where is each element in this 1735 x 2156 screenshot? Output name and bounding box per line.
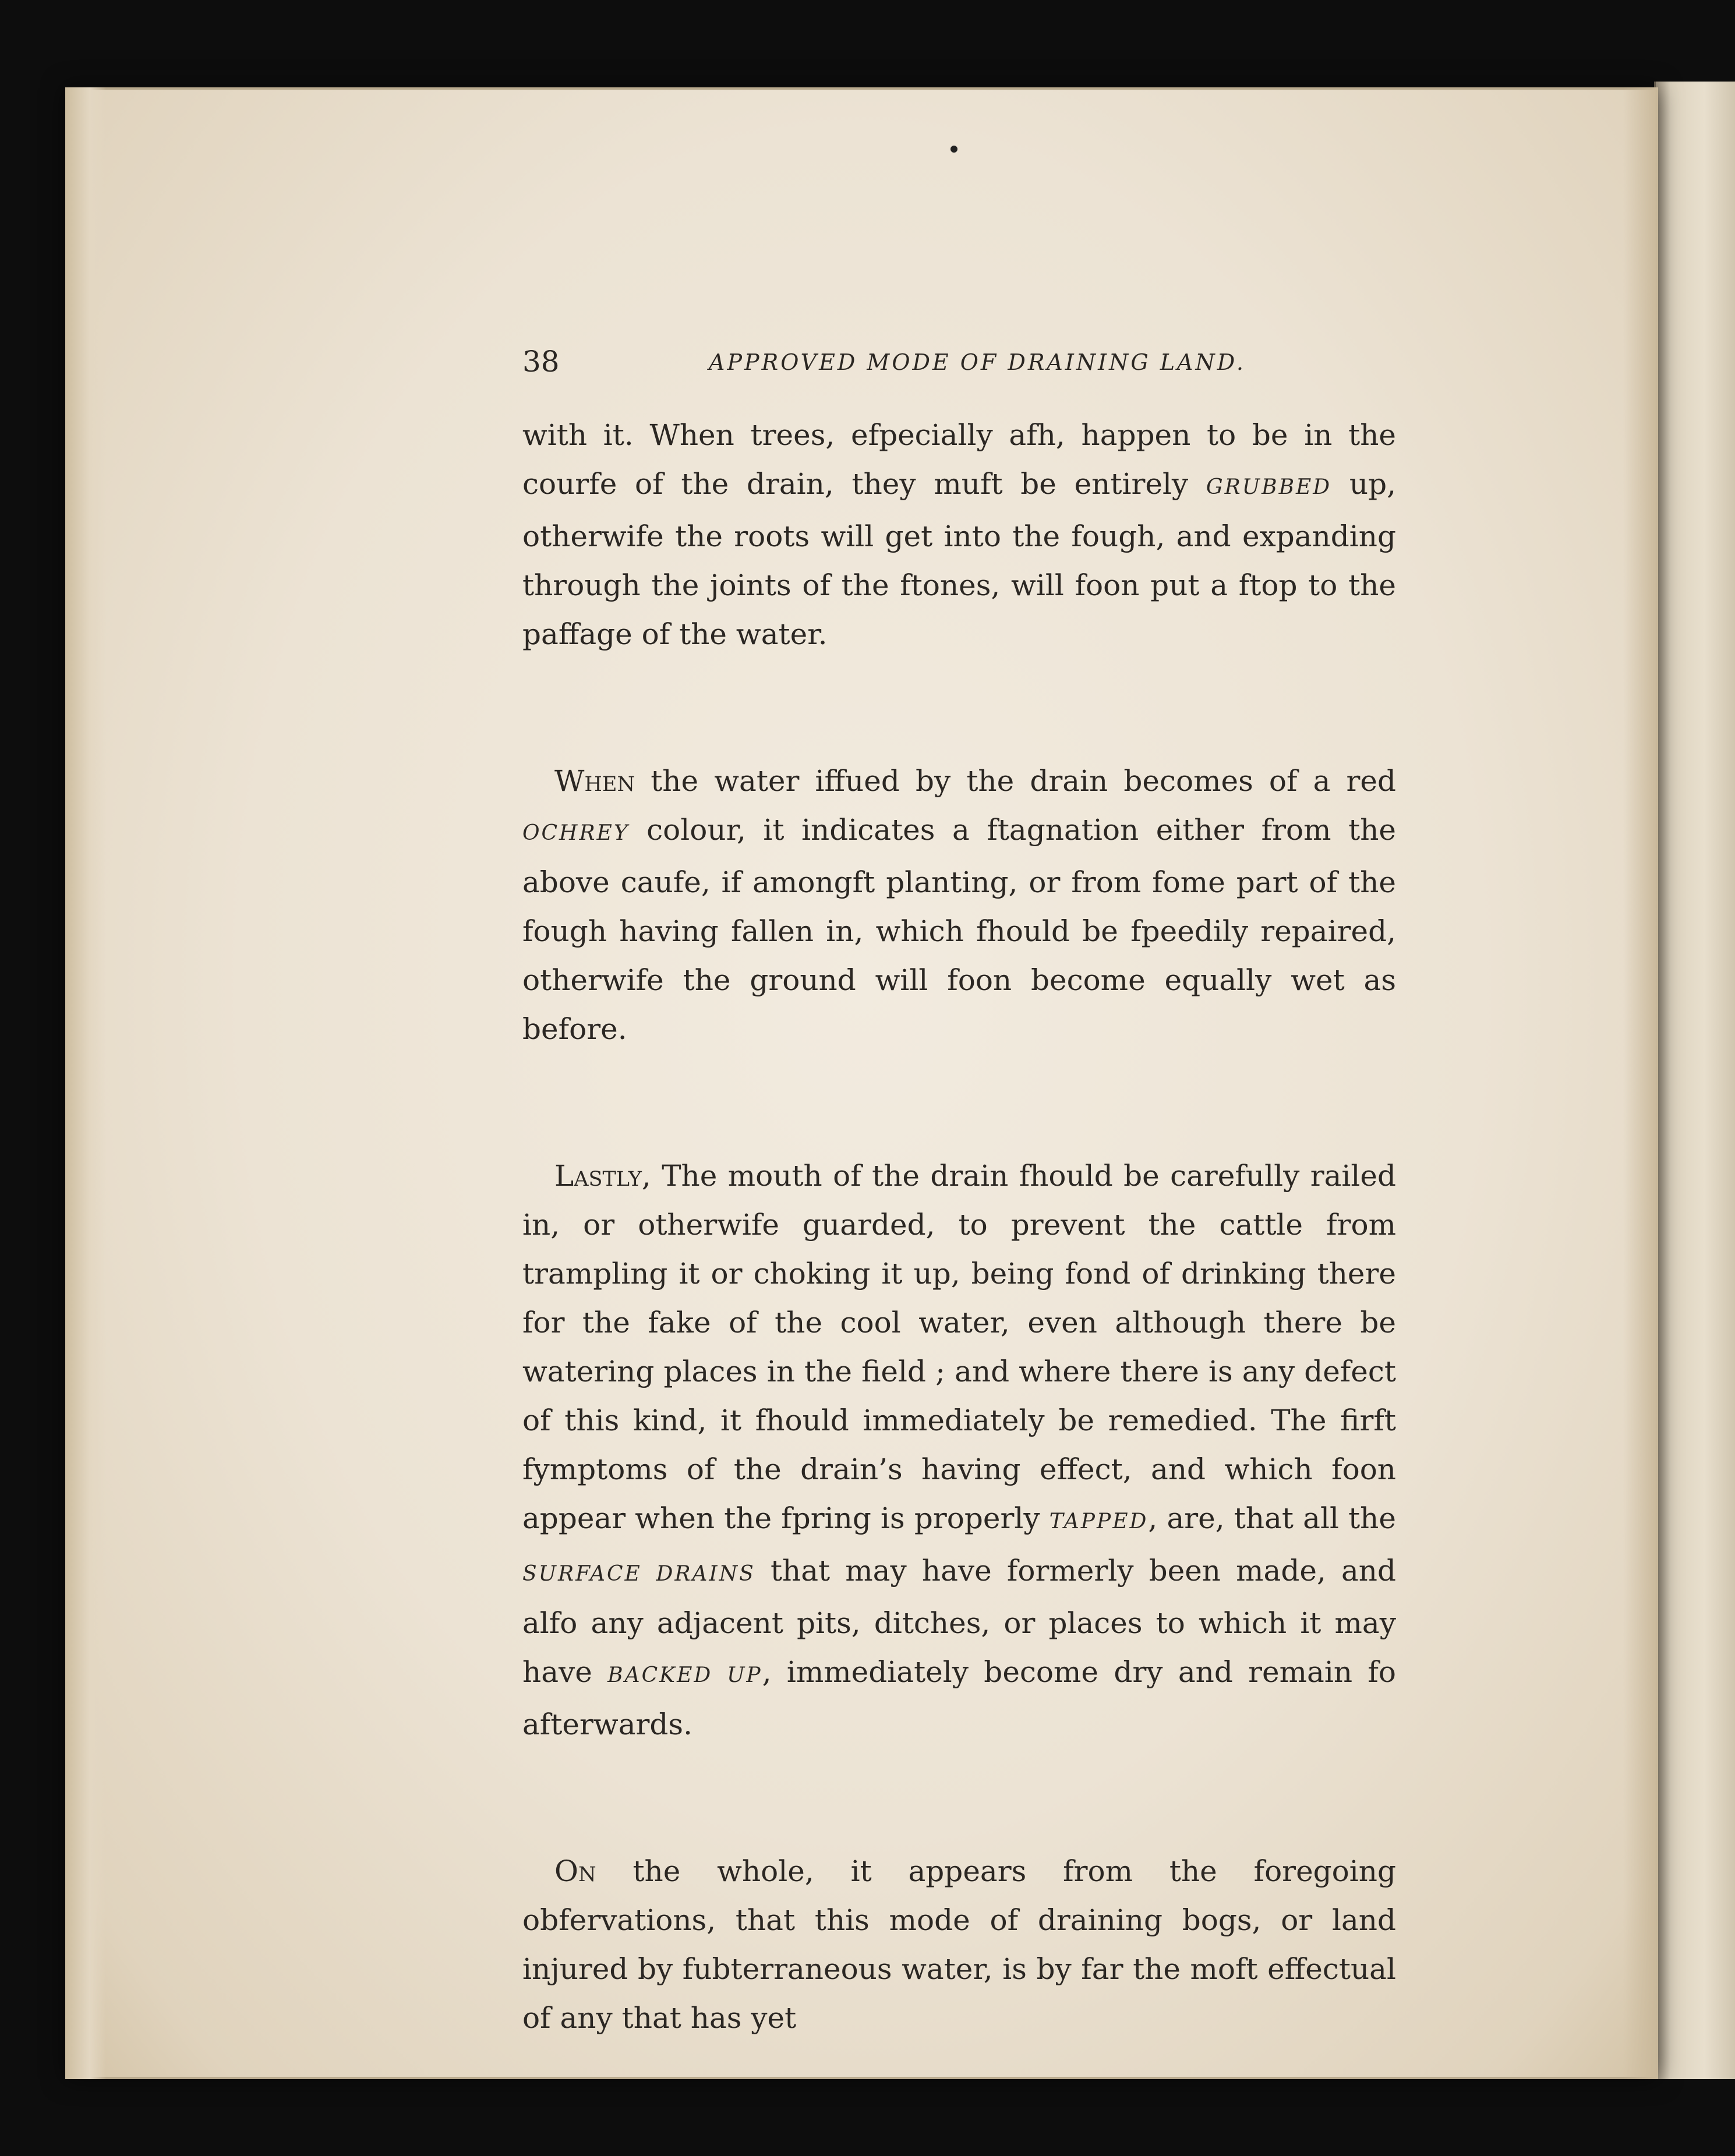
facing-page-edge: [1654, 82, 1735, 2079]
body-text: [522, 411, 1396, 2042]
text-run: colour, it indicates a ftagnation either from the above caufe, if amongft planting, or from fome part of the fough having fallen in, which fhould be fpeedily repaired, otherwife the ground will foon become equally wet as before.: [522, 813, 1396, 1046]
page-number: 38: [522, 345, 560, 379]
page-header: [522, 345, 1396, 386]
lead-word: When: [554, 764, 635, 798]
paragraph-4: [522, 1847, 1396, 2042]
emphasis-surface-drains: SURFACE DRAINS: [522, 1562, 755, 1586]
paragraph-1: [522, 411, 1396, 659]
running-head: APPROVED MODE OF DRAINING LAND.: [709, 349, 1246, 375]
lead-word: On: [554, 1854, 596, 1888]
text-run: , are, that all the: [1148, 1501, 1396, 1535]
emphasis-grubbed: GRUBBED: [1206, 475, 1332, 499]
text-run: , immediately become dry and remain fo afterwards.: [522, 1655, 1396, 1741]
lead-word: Lastly,: [554, 1159, 651, 1193]
text-run: the whole, it appears from the foregoing obfervations, that this mode of draining bogs, or land injured by fubterraneous water, is by far the moft effectual of any that has yet: [522, 1854, 1396, 2035]
text-run: the water iffued by the drain becomes of a red: [635, 764, 1396, 798]
ink-dot: [950, 146, 957, 153]
text-run: with it. When trees, efpecially afh, happen to be in the courfe of the drain, they muft be entirely: [522, 418, 1396, 501]
emphasis-backed-up: BACKED UP: [607, 1663, 762, 1687]
paragraph-2: [522, 757, 1396, 1054]
emphasis-tapped: TAPPED: [1049, 1510, 1149, 1533]
paragraph-3: [522, 1151, 1396, 1749]
text-run: up, otherwife the roots will get into the fough, and expanding through the joints of the ftones, will foon put a ftop to the paffage of the water.: [522, 467, 1396, 651]
text-run: The mouth of the drain fhould be carefully railed in, or otherwife guarded, to prevent the cattle from trampling it or choking it up, being fond of drinking there for the fake of the cool water, even although there be watering places in the field ; and where there is any defect of this kind, it fhould immediately be remedied. The firft fymptoms of the drain’s having effect, and which foon appear when the fpring is properly: [522, 1159, 1396, 1535]
emphasis-ochrey: OCHREY: [522, 821, 630, 845]
text-run: that may have formerly been made, and alfo any adjacent pits, ditches, or places to which it may have: [522, 1554, 1396, 1689]
